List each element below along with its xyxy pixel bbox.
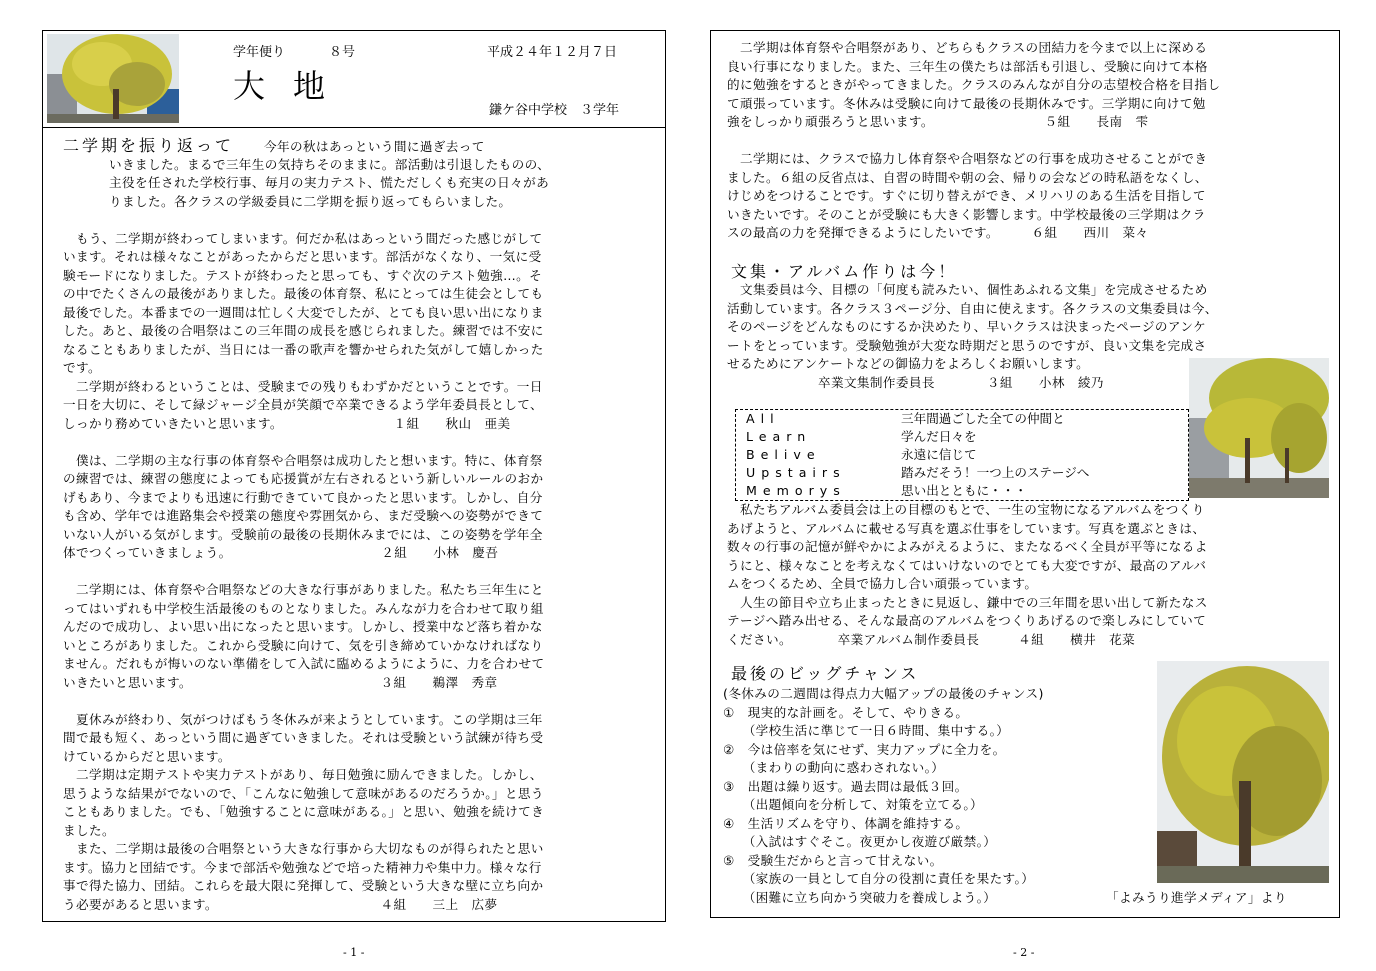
acrostic-phrase: 永遠に信じて [901, 447, 977, 462]
text-line: けじめをつけることです。すぐに切り替えができ、メリハリのある生活を目指して [727, 188, 1206, 203]
text-line: げもあり、今までよりも迅速に行動できていて良かったと思います。しかし、自分 [63, 489, 543, 505]
class-reflections [727, 39, 1220, 243]
tip-line: ① 現実的な計画を。そして、やりきる。 [723, 704, 969, 720]
page-2 [710, 30, 1340, 918]
text-line: 二学期は体育祭や合唱祭があり、どちらもクラスの団結力を今まで以上に深める [727, 40, 1208, 55]
section-reflection [63, 137, 550, 211]
acrostic-row [746, 428, 977, 446]
tip-line: （出題傾向を分析して、対策を立てる。） [723, 797, 984, 812]
text-line: ました。 [63, 822, 115, 838]
text-line: そのページをどんなものにするか決めたり、早いクラスは決まったページのアンケ [727, 319, 1207, 334]
newsletter-name: 学年便り [233, 45, 286, 60]
text-line: 体でつくっていきましょう。 ２組 小林 慶吾 [63, 545, 499, 560]
text-line: あげようと、アルバムに載せる写真を選ぶ仕事をしています。写真を選ぶときは、 [727, 520, 1206, 536]
text-line: 数々の行事の記憶が鮮やかによみがえるように、またなるべく全員が平等になるよ [727, 539, 1208, 554]
text-line: の中でたくさんの最後がありました。最後の体育祭、私にとっては生徒会としても [63, 286, 544, 301]
text-line: スの最高の力を発揮できるようにしたいです。 ６組 西川 菜々 [727, 225, 1149, 240]
text-line: います。それは様々なことがあったからだと思います。部活がなくなり、一気に受 [63, 249, 542, 264]
text-line: いない人がいる気がします。受験前の最後の長期休みまでには、この姿勢を学年全 [63, 526, 543, 542]
text-line: うにと、様々なことを考えなくてはいけないのでとても大変ですが、最高のアルバ [727, 557, 1207, 573]
bunshu-text [727, 281, 1218, 392]
text-line: テージへ踏み出せる、そんな最高のアルバムをつくりあげるので楽しみにしていて [727, 613, 1207, 628]
text-line [63, 433, 545, 452]
acrostic-phrase: 踏みだそう！一つ上のステージへ [901, 465, 1090, 480]
tip-line: ③ 出題は繰り返す。過去問は最低３回。 [723, 778, 968, 794]
text-line: んだので成功し、よい思い出になったと思います。しかし、授業中など落ち着かな [63, 619, 543, 634]
acrostic-word: Belive [746, 447, 821, 462]
tree-image [47, 34, 179, 123]
section-heading: 二学期を振り返って [63, 136, 235, 155]
intro-line: 今年の秋はあっという間に過ぎ去って [264, 139, 485, 154]
text-line: 人生の節目や立ち止まったときに見返し、鎌中での三年間を思い出して新たなス [727, 594, 1208, 610]
acrostic-box [735, 409, 1189, 501]
bunshu-heading: 文集・アルバム作りは今！ [731, 262, 958, 281]
text-line: 良い行事になりました。また、三年生の僕たちは部活も引退し、受験に向けて本格 [727, 58, 1208, 74]
text-line: ください。 卒業アルバム制作委員長 ４組 横井 花菜 [727, 631, 1136, 647]
intro-line: いきました。まるで三年生の気持ちそのままに。部活動は引退したものの、 [109, 156, 551, 172]
text-line: せるためにアンケートなどの御協力をよろしくお願いします。 [727, 356, 1090, 371]
ginkgo-photo-row [1189, 358, 1329, 498]
issue-number: ８号 [329, 45, 356, 60]
text-line [727, 132, 1220, 151]
text-line: 最後でした。本番までの一週間は忙しく大変でしたが、とても良い思い出になりま [63, 304, 544, 320]
text-line [63, 692, 545, 711]
text-line: も含め、学年では進路集会や授業の態度や雰囲気から、まだ受験への姿勢ができて [63, 508, 544, 523]
acrostic-row [746, 446, 977, 464]
text-line: 間で最も短く、あっという間に過ぎていきました。それは受験という試練が待ち受 [63, 730, 544, 745]
acrostic-phrase: 学んだ日々を [901, 429, 977, 444]
acrostic-word: Memorys [746, 483, 846, 498]
text-line: 私たちアルバム委員会は上の目標のもとで、一生の宝物になるアルバムをつくり [727, 502, 1205, 517]
intro-line: 主役を任された学校行事、毎月の実力テスト、慌ただしくも充実の日々があ [109, 175, 550, 190]
text-line: ました。６組の反省点は、自習の時間や朝の会、帰りの会などの時私語をなくし、 [727, 169, 1208, 185]
text-line: ません。だれもが悔いのない準備をして入試に臨めるようにように、力を合わせて [63, 656, 545, 671]
student-reflections [63, 211, 545, 914]
text-line: ムをつくるため、全員で協力し合い頑張っています。 [727, 576, 1038, 591]
text-line: いきたいと思います。 ３組 鵜澤 秀章 [63, 674, 498, 690]
newsletter-header [43, 31, 665, 128]
text-line: こともありました。でも、「勉強することに意味がある。」と思い、勉強を続けてき [63, 804, 545, 819]
text-line: した。あと、最後の合唱祭はこの三年間の成長を感じられました。練習では不安に [63, 323, 544, 338]
tip-line: (冬休みの二週間は得点力大幅アップの最後のチャンス) [723, 686, 1044, 701]
acrostic-row [746, 410, 1065, 428]
text-line: 一日を大切に、そして緑ジャージ全員が笑顔で卒業できるよう学年委員長として、 [63, 397, 544, 412]
issue-date: 平成２４年１２月７日 [487, 45, 618, 60]
text-line: 思うような結果がでないので、「こんなに勉強して意味があるのだろうか。」と思う [63, 785, 544, 801]
text-line: 夏休みが終わり、気がつけばもう冬休みが来ようとしています。この学期は三年 [63, 711, 543, 727]
text-line: 的に勉強をするときがやってきました。クラスのみんなが自分の志望校合格を目指し [727, 77, 1221, 92]
chance-list [723, 685, 1044, 907]
text-line: 二学期には、体育祭や合唱祭などの大きな行事がありました。私たち三年生にと [63, 582, 544, 597]
acrostic-word: All [746, 411, 780, 426]
text-line [63, 211, 545, 230]
text-line: う必要があると思います。 ４組 三上 広夢 [63, 896, 498, 912]
text-line: なることもありましたが、当日には一番の歌声を響かせられた気がして嬉しかった [63, 341, 544, 357]
newsletter-title: 大地 [233, 67, 354, 105]
tip-line: （家族の一員として自分の役割に責任を果たす。） [723, 871, 1035, 886]
text-line: 二学期が終わるということは、受験までの残りもわずかだということです。一日 [63, 378, 543, 394]
tree-image [1157, 661, 1329, 883]
text-line: 僕は、二学期の主な行事の体育祭や合唱祭は成功したと想います。特に、体育祭 [63, 452, 543, 468]
acrostic-word: Upstairs [746, 465, 846, 480]
text-line: 事で得た協力、団結。これらを最大限に発揮して、受験という大きな壁に立ち向か [63, 878, 544, 893]
text-line: いきたいです。そのことが受験にも大きく影響します。中学校最後の三学期はクラ [727, 206, 1206, 222]
text-line: の練習では、練習の態度によっても応援賞が左右されるという新しいルールのおか [63, 471, 544, 486]
text-line: 験モードになりました。テストが終わったと思っても、すぐ次のテスト勉強…。そ [63, 267, 543, 283]
acrostic-word: Learn [746, 429, 812, 444]
text-line: て頑張っています。冬休みは受験に向けて最後の長期休みです。三学期に向けて勉 [727, 95, 1206, 111]
tip-line: （まわりの動向に惑わされない。） [723, 760, 945, 775]
section-chance [731, 665, 919, 684]
text-line: ってはいずれも中学校生活最後のものとなりました。みんなが力を合わせて取り組 [63, 600, 544, 616]
text-line [63, 563, 545, 582]
ginkgo-photo-header [47, 34, 179, 123]
tip-line: （学校生活に準じて一日６時間、集中する。） [723, 723, 1010, 738]
tip-line: ② 今は倍率を気にせず、実力アップに全力を。 [723, 741, 1006, 757]
text-line: 二学期は定期テストや実力テストがあり、毎日勉強に励んできました。しかし、 [63, 767, 543, 782]
page-1 [42, 30, 666, 922]
ginkgo-photo-big [1157, 661, 1329, 883]
tip-line: （入試はすぐそこ。夜更かし夜遊び厳禁。） [723, 834, 997, 849]
tip-line: ④ 生活リズムを守り、体調を維持する。 [723, 815, 969, 831]
text-line: けているからだと思います。 [63, 748, 231, 764]
text-line: です。 [63, 360, 101, 375]
text-line: ます。協力と団結です。今まで部活や勉強などで培った精神力や集中力。様々な行 [63, 859, 542, 875]
text-line: また、二学期は最後の合唱祭という大きな行事から大切なものが得られたと思い [63, 841, 544, 856]
intro-line: りました。各クラスの学級委員に二学期を振り返ってもらいました。 [109, 193, 512, 209]
acrostic-phrase: 三年間過ごした全ての仲間と [901, 411, 1065, 426]
acrostic-phrase: 思い出とともに・・・ [901, 483, 1027, 498]
source-credit: 「よみうり進学メディア」より [1106, 890, 1287, 905]
text-line: 二学期には、クラスで協力し体育祭や合唱祭などの行事を成功させることができ [727, 151, 1208, 166]
acrostic-row [746, 464, 1089, 482]
text-line: 活動しています。各クラス３ページ分、自由に使えます。各クラスの文集委員は今、 [727, 300, 1218, 316]
acrostic-row [746, 482, 1027, 500]
text-line: 強をしっかり頑張ろうと思います。 ５組 長南 雫 [727, 114, 1149, 129]
school-name: 鎌ケ谷中学校 ３学年 [489, 103, 620, 118]
tree-image [1189, 358, 1329, 498]
page-number-1: - 1 - [343, 946, 365, 959]
text-line: ートをとっています。受験勉強が大変な時期だと思うのですが、良い文集を完成さ [727, 337, 1207, 353]
tip-line: （困難に立ち向かう突破力を養成しよう。） [723, 889, 997, 905]
text-line: しっかり務めていきたいと思います。 １組 秋山 亜美 [63, 415, 511, 431]
album-text [727, 501, 1208, 649]
text-line: 文集委員は今、目標の「何度も読みたい、個性あふれる文集」を完成させるため [727, 282, 1208, 297]
text-line: いところがありました。これから受験に向けて、気を引き締めていかなければなり [63, 637, 544, 653]
page-number-2: - 2 - [1013, 946, 1035, 959]
chance-heading: 最後のビッグチャンス [731, 664, 920, 683]
tip-line: ⑤ 受験生だからと言って甘えない。 [723, 852, 943, 868]
text-line: もう、二学期が終わってしまいます。何だか私はあっという間だった感じがして [63, 230, 543, 246]
text-line: 卒業文集制作委員長 ３組 小林 綾乃 [727, 374, 1104, 390]
section-bunshu [731, 263, 957, 282]
